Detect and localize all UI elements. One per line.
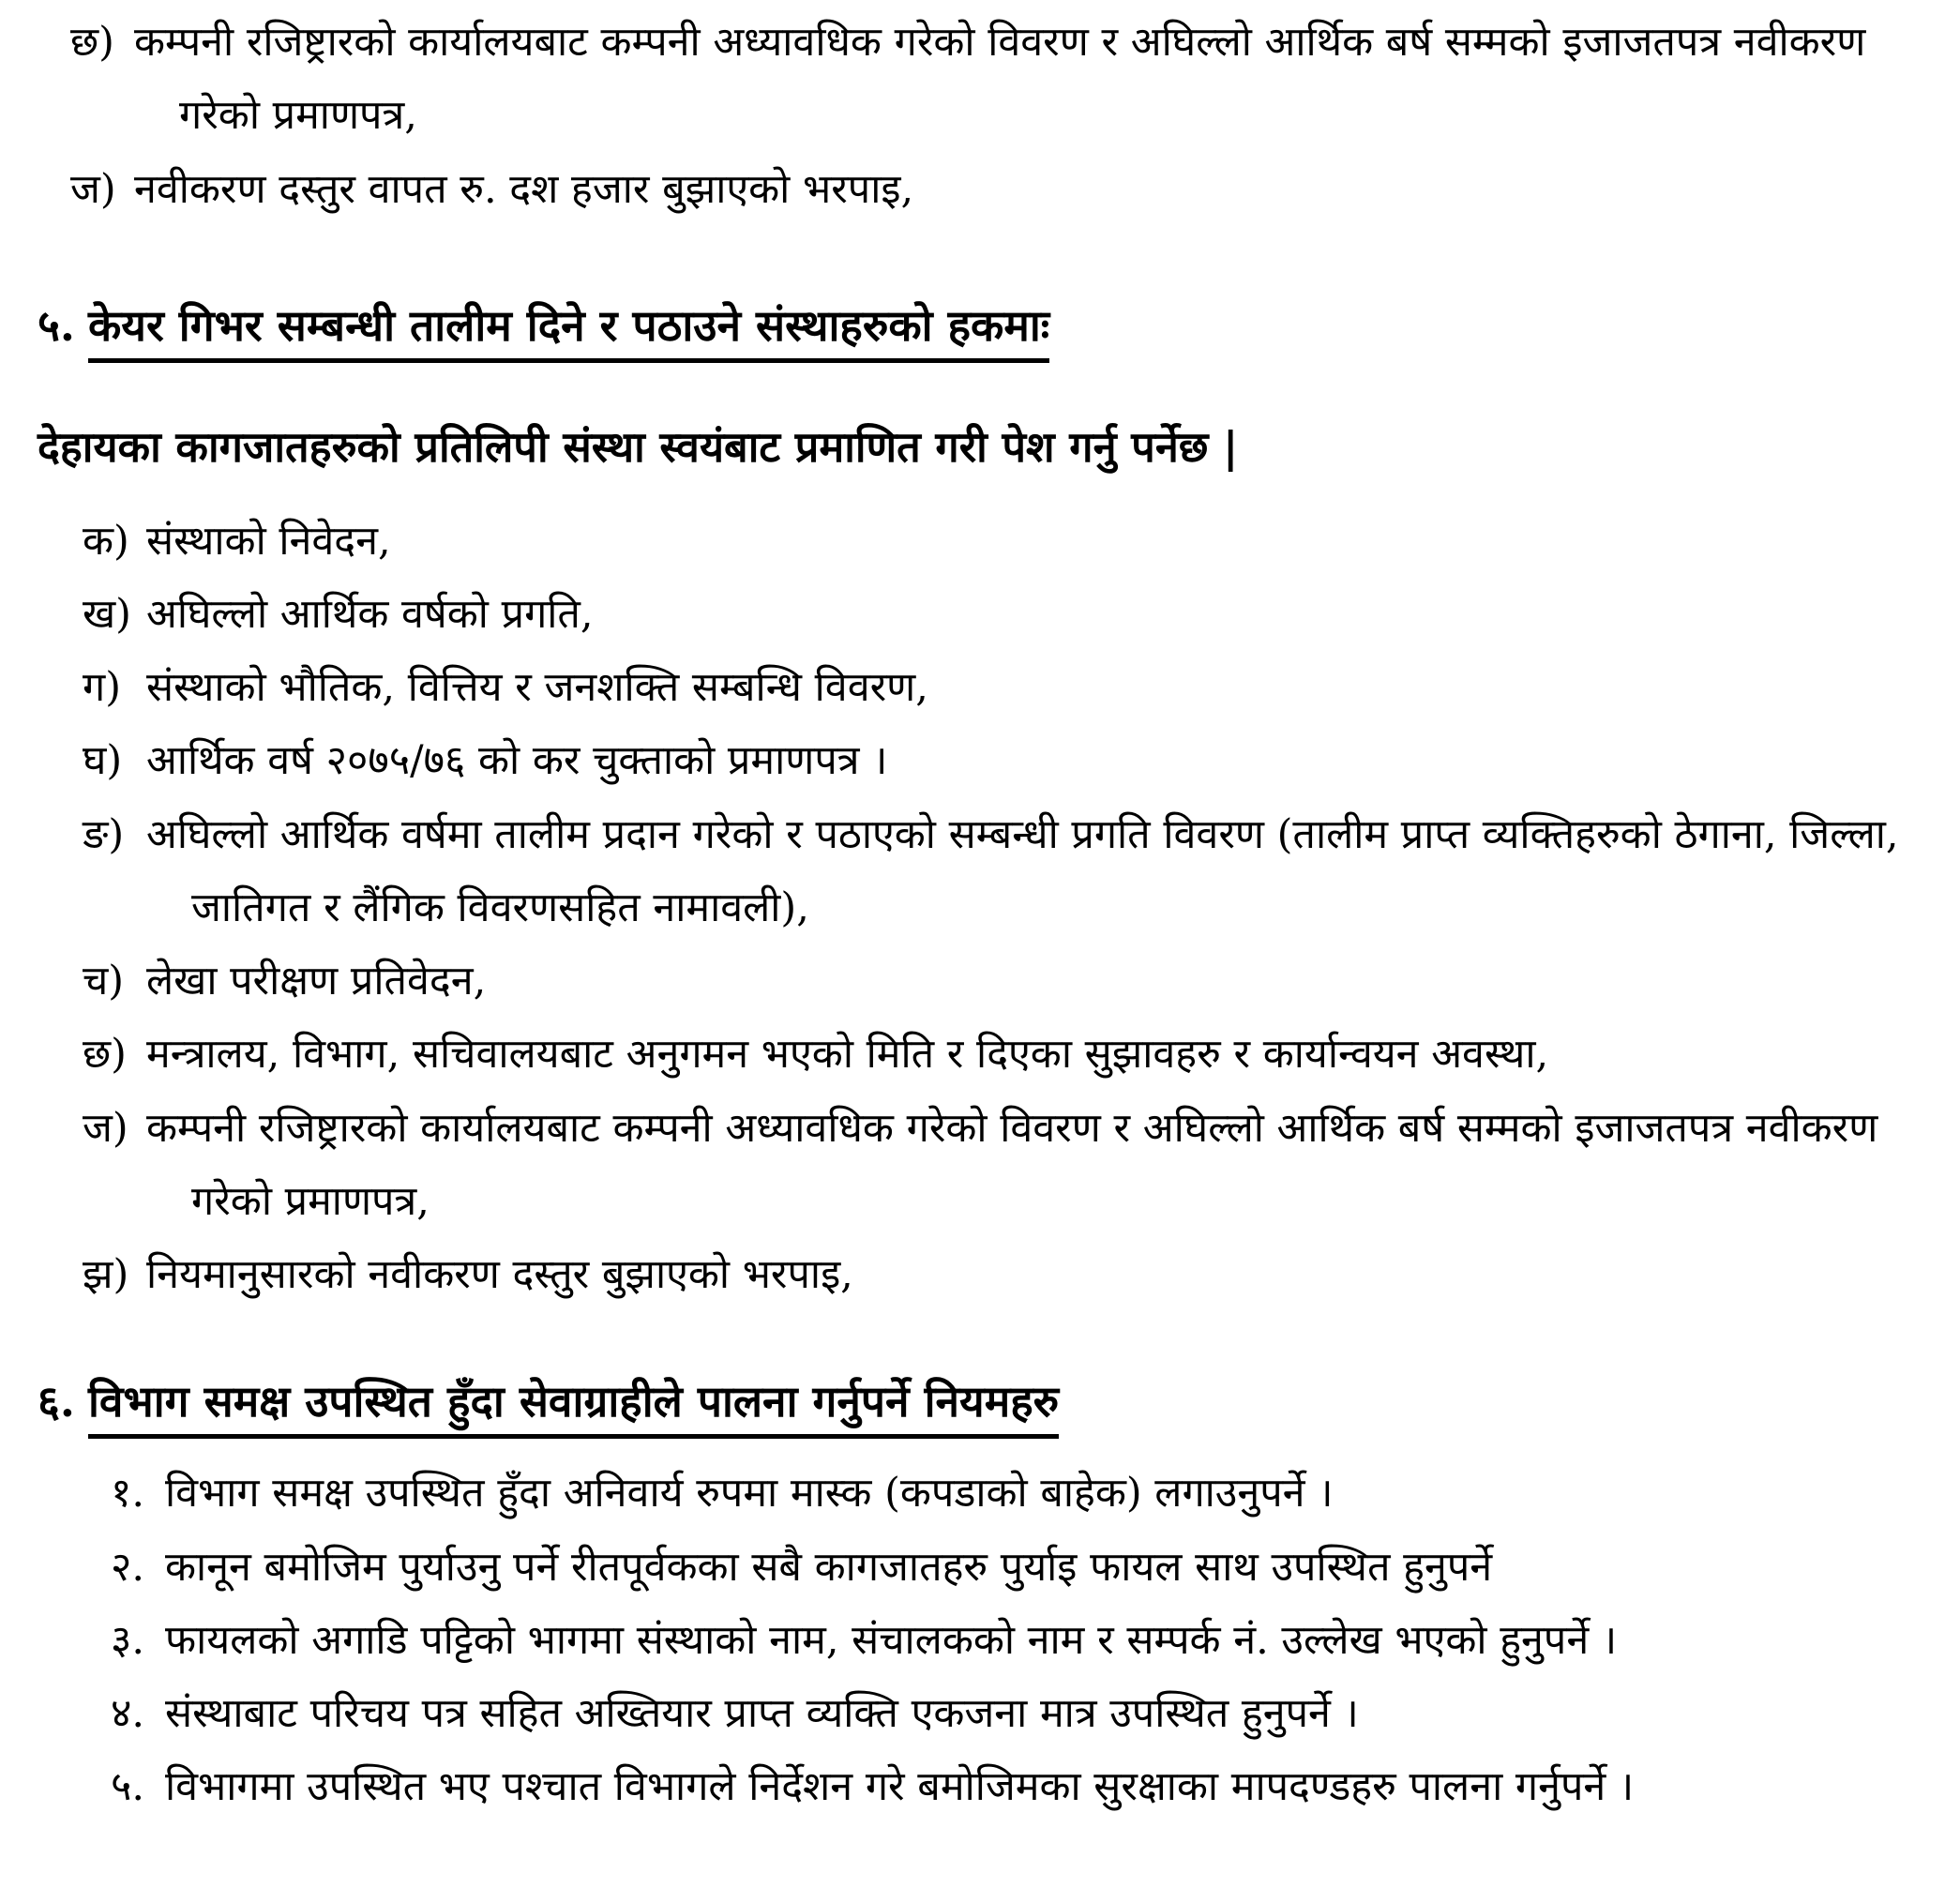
list-item-text: कानून बमोजिम पुर्याउनु पर्ने रीतपूर्वकका सबै कागजातहरु पुर्याइ फायल साथ उपस्थित हुनुपर्ने	[165, 1543, 1493, 1591]
list-item	[83, 1092, 1934, 1239]
list-item-marker: छ)	[83, 1031, 127, 1079]
list-item	[111, 1457, 1934, 1530]
list-item-text: संस्थाबाट परिचय पत्र सहित अख्तियार प्राप्त व्यक्ति एकजना मात्र उपस्थित हुनुपर्ने ।	[165, 1690, 1359, 1738]
list-item-text: अघिल्लो आर्थिक वर्षको प्रगति,	[146, 590, 594, 638]
section-5-list	[38, 505, 1934, 1312]
list-item-marker: ज)	[70, 165, 116, 213]
list-item-text: संस्थाको भौतिक, वित्तिय र जनशक्ति सम्बन्धि विवरण,	[146, 664, 928, 712]
list-item	[83, 1018, 1934, 1091]
list-item-text: नवीकरण दस्तुर वापत रु. दश हजार बुझाएको भरपाइ,	[134, 165, 914, 213]
list-item-text: फायलको अगाडि पट्टिको भागमा संस्थाको नाम, संचालकको नाम र सम्पर्क नं. उल्लेख भएको हुनुपर्ने ।	[165, 1616, 1618, 1664]
list-item-text: संस्थाको निवेदन,	[146, 517, 391, 565]
section-5-heading	[38, 294, 1934, 358]
list-item-marker: ज)	[83, 1104, 128, 1152]
list-item	[111, 1604, 1934, 1677]
list-item-text: मन्त्रालय, विभाग, सचिवालयबाट अनुगमन भएको मिति र दिएका सुझावहरु र कार्यान्वयन अवस्था,	[146, 1031, 1549, 1079]
list-item-text: कम्पनी रजिष्ट्रारको कार्यालयबाट कम्पनी अध्यावधिक गरेको विवरण र अघिल्लो आर्थिक बर्ष सम्मको इजाजतपत्र नवीकरण गरेको प्रमाणपत्र,	[146, 1104, 1878, 1225]
list-item	[83, 505, 1934, 578]
section-5-heading-number: ५.	[38, 299, 75, 351]
list-item-marker: ५.	[111, 1763, 145, 1811]
list-item-marker: च)	[83, 958, 125, 1005]
list-item	[70, 6, 1934, 153]
list-item-marker: ख)	[83, 590, 131, 638]
list-item	[83, 578, 1934, 651]
list-item-marker: ग)	[83, 664, 121, 712]
list-item	[83, 798, 1934, 945]
list-item-text: कम्पनी रजिष्ट्रारको कार्यालयबाट कम्पनी अध्यावधिक गरेको विवरण र अघिल्लो आर्थिक बर्ष सम्मको इजाजतपत्र नवीकरण गरेको प्रमाणपत्र,	[134, 19, 1866, 140]
list-item-marker: घ)	[83, 737, 123, 785]
section-6-list	[38, 1457, 1934, 1823]
list-item-text: लेखा परीक्षण प्रतिवेदन,	[146, 958, 487, 1005]
list-item	[70, 153, 1934, 226]
list-item-text: आर्थिक वर्ष २०७५/७६ को कर चुक्ताको प्रमाणपत्र ।	[146, 737, 888, 785]
list-item-marker: ङ)	[83, 810, 125, 858]
section-6-heading	[38, 1369, 1934, 1434]
list-item-marker: छ)	[70, 19, 114, 66]
list-item-text: विभागमा उपस्थित भए पश्चात विभागले निर्देशन गरे बमोजिमका सुरक्षाका मापदण्डहरु पालना गर्नुपर्ने ।	[165, 1763, 1635, 1811]
section-5-heading-text: केयर गिभर सम्बन्धी तालीम दिने र पठाउने संस्थाहरुको हकमाः	[88, 300, 1049, 363]
list-item-marker: क)	[83, 517, 129, 565]
list-item	[83, 1238, 1934, 1311]
list-item-text: विभाग समक्ष उपस्थित हुँदा अनिवार्य रुपमा मास्क (कपडाको बाहेक) लगाउनुपर्ने ।	[165, 1470, 1334, 1518]
section-6-heading-number: ६.	[38, 1376, 75, 1427]
list-item	[111, 1677, 1934, 1750]
section-6-heading-text: विभाग समक्ष उपस्थित हुँदा सेवाग्राहीले पालना गर्नुपर्ने नियमहरु	[88, 1376, 1059, 1439]
previous-section-list	[38, 6, 1934, 226]
list-item	[83, 651, 1934, 724]
list-item	[111, 1750, 1934, 1823]
list-item	[83, 944, 1934, 1018]
list-item-text: अघिल्लो आर्थिक वर्षमा तालीम प्रदान गरेको र पठाएको सम्बन्धी प्रगति विवरण (तालीम प्राप्त व्यक्तिहरुको ठेगाना, जिल्ला, जातिगत र लैंगिक विवरणसहित नामावली),	[146, 810, 1899, 931]
list-item-text: नियमानुसारको नवीकरण दस्तुर बुझाएको भरपाइ,	[146, 1251, 853, 1299]
list-item-marker: ४.	[111, 1690, 145, 1738]
list-item-marker: ३.	[111, 1616, 145, 1664]
list-item-marker: २.	[111, 1543, 145, 1591]
list-item	[111, 1531, 1934, 1604]
list-item-marker: झ)	[83, 1251, 129, 1299]
section-5-intro: देहायका कागजातहरुको प्रतिलिपी संस्था स्वयंबाट प्रमाणित गरी पेश गर्नु पर्नेछ |	[38, 421, 1239, 472]
list-item	[83, 724, 1934, 797]
list-item-marker: १.	[111, 1470, 145, 1518]
